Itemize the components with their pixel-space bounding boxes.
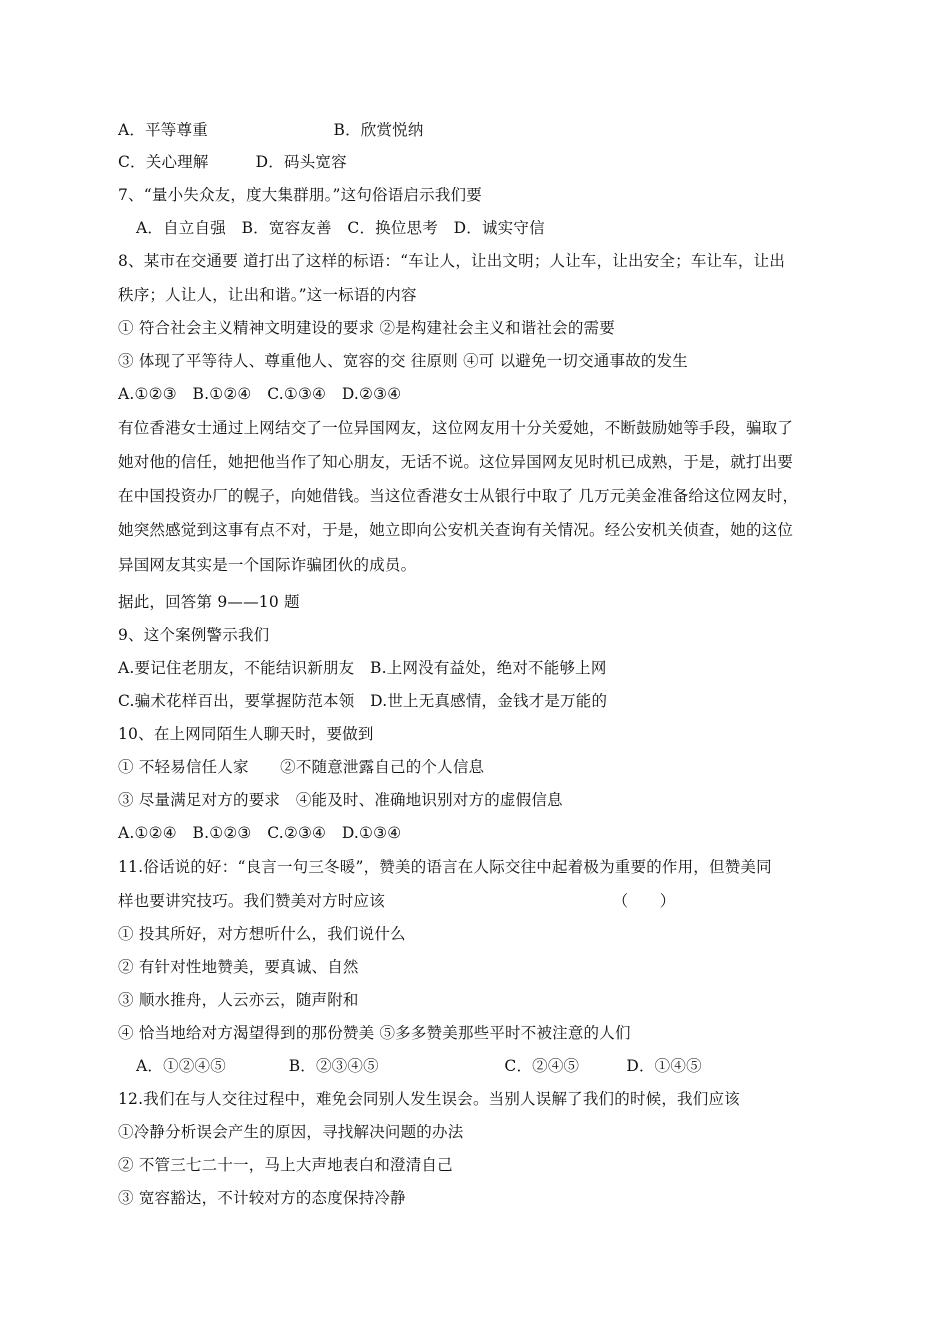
statement-line: ① 符合社会主义精神文明建设的要求 ②是构建社会主义和谐社会的需要 (118, 319, 615, 337)
passage-line: 异国网友其实是一个国际诈骗团伙的成员。 (118, 556, 417, 574)
statement-line: ③ 宽容豁达，不计较对方的态度保持冷静 (118, 1189, 406, 1207)
statement-line: ① 不轻易信任人家 ②不随意泄露自己的个人信息 (118, 758, 485, 776)
statement-line: ④ 恰当地给对方渴望得到的那份赞美 ⑤多多赞美那些平时不被注意的人们 (118, 1024, 631, 1042)
statement-line: ② 有针对性地赞美，要真诚、自然 (118, 958, 359, 976)
question-12: 12.我们在与人交往过程中，难免会同别人发生误会。当别人误解了我们的时候，我们应该 (118, 1090, 740, 1108)
question-10: 10、在上网同陌生人聊天时，要做到 (118, 725, 374, 743)
instruction-line: 据此，回答第 9——10 题 (118, 593, 300, 611)
question-7: 7、“量小失众友，度大集群朋。”这句俗语启示我们要 (118, 186, 482, 204)
option-line: A．平等尊重 B．欣赏悦纳 (118, 121, 424, 139)
question-11: 11.俗话说的好：“良言一句三冬暖”，赞美的语言在人际交往中起着极为重要的作用，但赞美同 (118, 858, 772, 876)
passage-line: 她突然感觉到这事有点不对，于是，她立即向公安机关查询有关情况。经公安机关侦查，她的这位 (118, 521, 794, 539)
option-line: A.①②④ B.①②③ C.②③④ D.①③④ (118, 824, 402, 842)
question-8: 8、某市在交通要 道打出了这样的标语：“车让人，让出文明；人让车，让出安全；车让车，让出 (118, 252, 786, 270)
option-line: A．自立自强 B．宽容友善 C．换位思考 D．诚实守信 (136, 219, 545, 237)
option-line: A．①②④⑤ B．②③④⑤ C．②④⑤ D．①④⑤ (136, 1057, 702, 1075)
option-line: A.要记住老朋友，不能结识新朋友 B.上网没有益处，绝对不能够上网 (118, 659, 607, 677)
statement-line: ① 投其所好，对方想听什么，我们说什么 (118, 925, 406, 943)
option-line: C.骗术花样百出，要掌握防范本领 D.世上无真感情，金钱才是万能的 (118, 692, 608, 710)
passage-line: 她对他的信任，她把他当作了知心朋友，无话不说。这位异国网友见时机已成熟，于是，就打出要 (118, 453, 794, 471)
passage-line: 有位香港女士通过上网结交了一位异国网友，这位网友用十分关爱她，不断鼓励她等手段，骗取了 (118, 419, 794, 437)
statement-line: ①冷静分析误会产生的原因，寻找解决问题的办法 (118, 1123, 464, 1141)
statement-line: ③ 体现了平等待人、尊重他人、宽容的交 往原则 ④可 以避免一切交通事故的发生 (118, 352, 689, 370)
question-11-continued: 样也要讲究技巧。我们赞美对方时应该 （ ） (118, 892, 676, 910)
passage-line: 在中国投资办厂的幌子，向她借钱。当这位香港女士从银行中取了 几万元美金准备给这位网友时， (118, 487, 799, 505)
statement-line: ③ 顺水推舟，人云亦云，随声附和 (118, 991, 359, 1009)
statement-line: ② 不管三七二十一，马上大声地表白和澄清自己 (118, 1156, 453, 1174)
question-9: 9、这个案例警示我们 (118, 626, 270, 644)
option-line: C．关心理解 D．码头宽容 (118, 153, 347, 171)
question-8-continued: 秩序；人让人，让出和谐。”这一标语的内容 (118, 286, 417, 304)
option-line: A.①②③ B.①②④ C.①③④ D.②③④ (118, 385, 402, 403)
statement-line: ③ 尽量满足对方的要求 ④能及时、准确地识别对方的虚假信息 (118, 791, 563, 809)
